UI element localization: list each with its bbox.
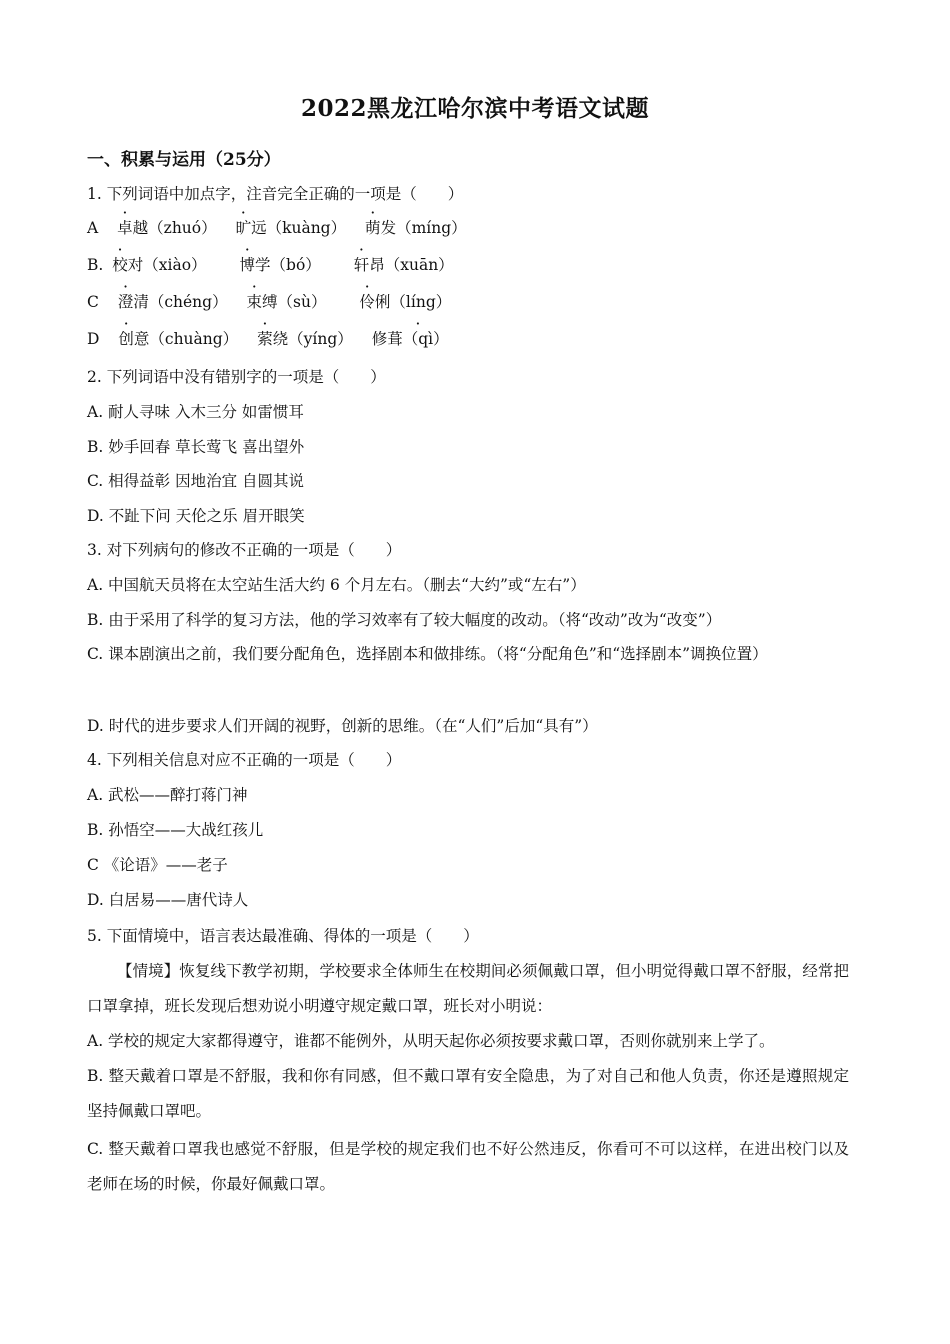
dotted-char: 旷 xyxy=(235,219,252,237)
option-label: C xyxy=(87,293,99,311)
q2-option-c: C. 相得益彰 因地治宜 自圆其说 xyxy=(87,472,305,490)
q4-stem: 4. 下列相关信息对应不正确的一项是（ ） xyxy=(87,751,402,769)
dotted-char: 轩 xyxy=(353,256,370,274)
q4-option-d: D. 白居易——唐代诗人 xyxy=(87,891,249,909)
q5-context: 【情境】恢复线下教学初期，学校要求全体师生在校期间必须佩戴口罩，但小明觉得戴口罩不舒服，经常把口罩拿掉，班长发现后想劝说小明遵守规定戴口罩，班长对小明说： xyxy=(87,962,849,1015)
section-heading: 一、积累与运用（25分） xyxy=(87,150,281,170)
q3-option-b: B. 由于采用了科学的复习方法，他的学习效率有了较大幅度的改动。（将“改动”改为“改变”） xyxy=(87,611,722,629)
q1-option-a: A 卓越（zhuó） 旷远（kuàng） 萌发（míng） xyxy=(87,219,467,237)
dotted-char: · 葺（qì） xyxy=(387,328,448,350)
q1-stem: 1. 下列词语中加点字，注音完全正确的一项是（ ） xyxy=(87,185,464,203)
option-label: B. xyxy=(87,256,104,274)
q5-stem: 5. 下面情境中，语言表达最准确、得体的一项是（ ） xyxy=(87,927,479,945)
q3-option-c: C. 课本剧演出之前，我们要分配角色，选择剧本和做排练。（将“分配角色”和“选择剧本”调换位置） xyxy=(87,645,768,663)
q5-option-a: A. 学校的规定大家都得遵守，谁都不能例外，从明天起你必须按要求戴口罩，否则你就别来上学了。 xyxy=(87,1032,775,1050)
option-label: A xyxy=(87,219,99,237)
q1-option-d: D 创意（chuàng） 萦绕（yíng） 修· 葺（qì） xyxy=(87,328,449,350)
dotted-char: 卓 xyxy=(117,219,133,237)
dotted-char: 校 xyxy=(112,256,128,274)
dotted-char: 伶 xyxy=(359,293,375,311)
dotted-char: 博 xyxy=(239,256,256,274)
option-label: D xyxy=(87,330,100,348)
q5-option-b: B. 整天戴着口罩是不舒服，我和你有同感，但不戴口罩有安全隐患，为了对自己和他人负责，你还是遵照规定坚持佩戴口罩吧。 xyxy=(87,1067,849,1120)
q4-option-a: A. 武松——醉打蒋门神 xyxy=(87,786,248,804)
q1-option-c: C 澄清（chéng） 束缚（sù） 伶俐（líng） xyxy=(87,293,452,311)
q3-option-d: D. 时代的进步要求人们开阔的视野，创新的思维。（在“人们”后加“具有”） xyxy=(87,717,598,735)
page-title: 2022黑龙江哈尔滨中考语文试题 xyxy=(300,95,649,122)
q2-option-a: A. 耐人寻味 入木三分 如雷惯耳 xyxy=(87,403,304,421)
q2-stem: 2. 下列词语中没有错别字的一项是（ ） xyxy=(87,368,386,386)
dotted-char: 萦 xyxy=(257,330,273,348)
q1-option-b: B. 校对（xiào） 博学（bó） 轩昂（xuān） xyxy=(87,256,454,274)
dotted-char: 束 xyxy=(246,293,263,311)
q4-option-c: C 《论语》——老子 xyxy=(87,856,228,874)
q3-stem: 3. 对下列病句的修改不正确的一项是（ ） xyxy=(87,541,402,559)
q5-option-c: C. 整天戴着口罩我也感觉不舒服，但是学校的规定我们也不好公然违反，你看可不可以这样，在进出校门以及老师在场的时候，你最好佩戴口罩。 xyxy=(87,1140,849,1193)
dotted-char: 萌 xyxy=(365,219,381,237)
dotted-char: 创 xyxy=(118,330,134,348)
q3-option-a: A. 中国航天员将在太空站生活大约 6 个月左右。（删去“大约”或“左右”） xyxy=(87,576,586,594)
dotted-char: 澄 xyxy=(117,293,134,311)
q2-option-b: B. 妙手回春 草长莺飞 喜出望外 xyxy=(87,438,305,456)
q4-option-b: B. 孙悟空——大战红孩儿 xyxy=(87,821,264,839)
q2-option-d: D. 不趾下问 天伦之乐 眉开眼笑 xyxy=(87,507,305,525)
